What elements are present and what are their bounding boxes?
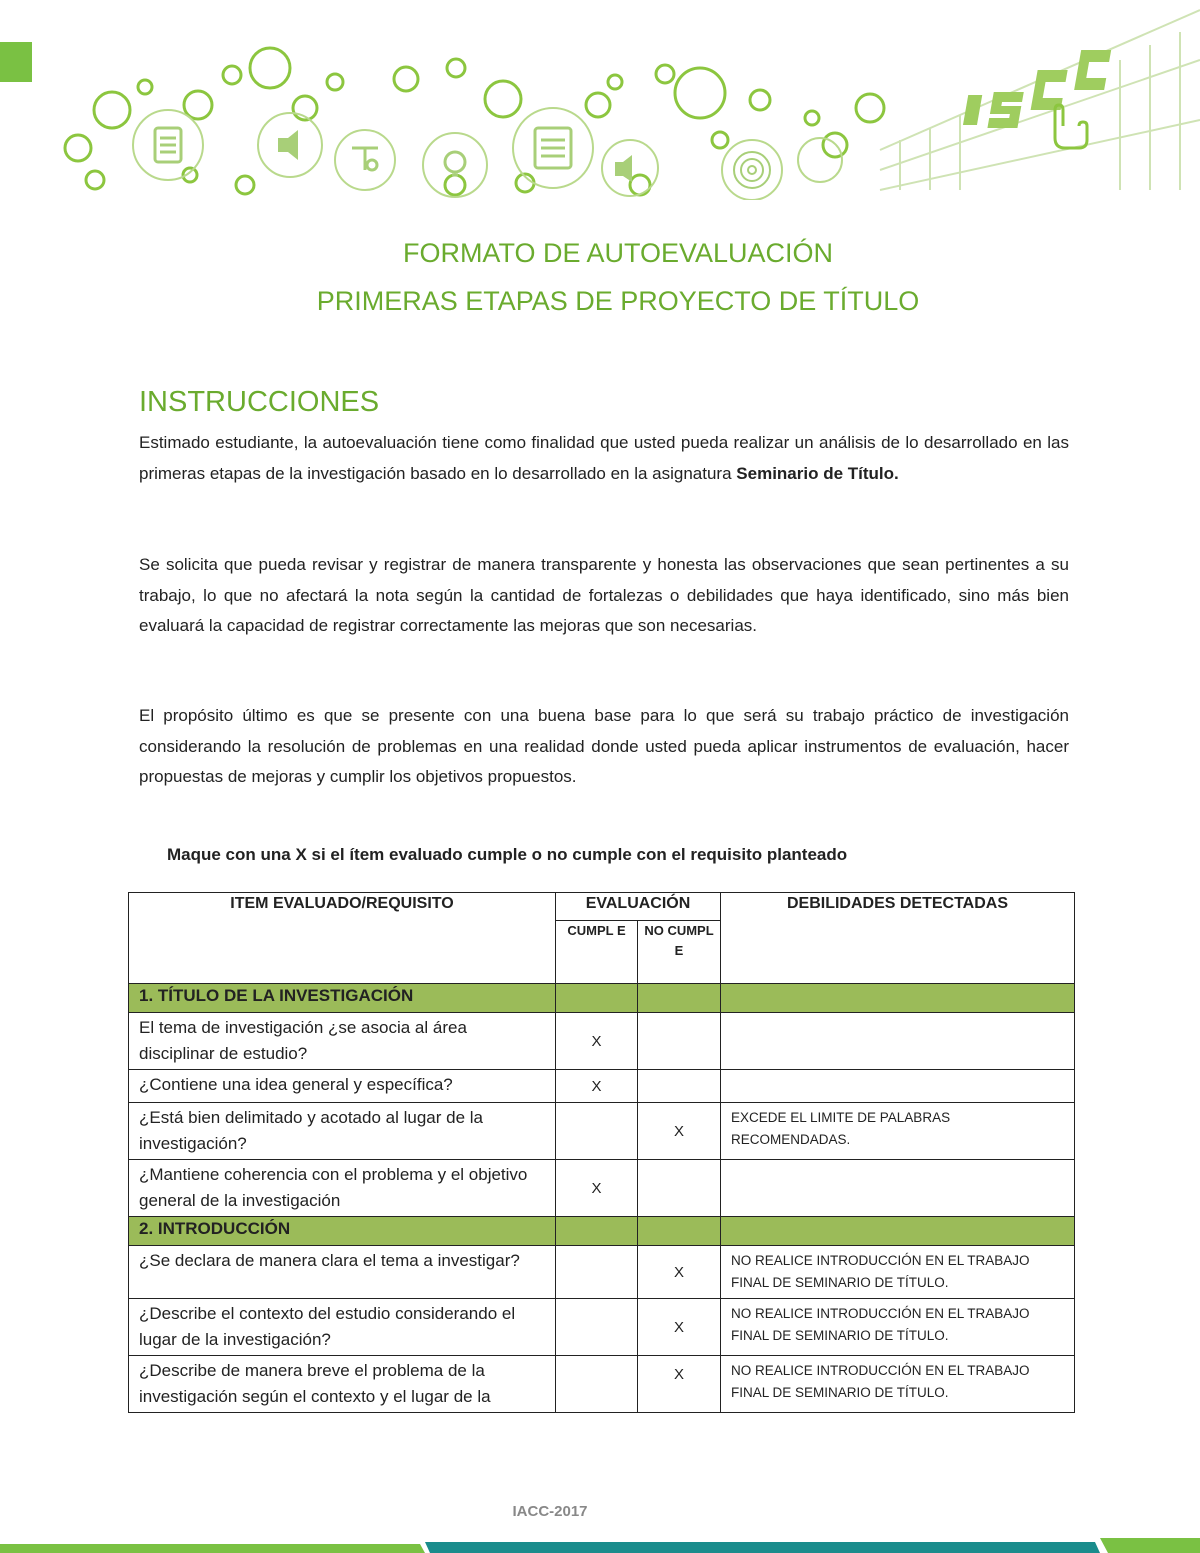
target-icon xyxy=(734,152,770,188)
lamp-icon xyxy=(352,148,378,170)
document-title-line2: PRIMERAS ETAPAS DE PROYECTO DE TÍTULO xyxy=(316,286,920,316)
header-no-cumple: NO CUMPL E xyxy=(638,921,721,984)
speaker-icon xyxy=(278,130,298,160)
document-title-line1: FORMATO DE AUTOEVALUACIÓN xyxy=(402,238,834,268)
weakness-text: NO REALICE INTRODUCCIÓN EN EL TRABAJO FINAL DE SEMINARIO DE TÍTULO. xyxy=(721,1246,1075,1299)
instructions-paragraph-2: Se solicita que pueda revisar y registrar de manera transparente y honesta las observaciones que sean pertinentes a su trabajo, lo que no afectará la nota según la cantidad de fortalezas o debilidades que haya identificado, sino más bien evaluará la capacidad de registrar correctamente las mejoras que son necesarias. xyxy=(139,555,1069,635)
cumple-mark xyxy=(556,1246,638,1299)
item-text: ¿Describe de manera breve el problema de la investigación según el contexto y el lugar de la xyxy=(129,1356,556,1413)
table-row xyxy=(129,1246,1075,1299)
instructions-paragraph-3: El propósito último es que se presente con una buena base para lo que será su trabajo práctico de investigación considerando la resolución de problemas en una realidad donde usted pueda aplicar instrumentos de evaluación, hacer propuestas de mejoras y cumplir los objetivos propuestos. xyxy=(139,706,1069,786)
no-cumple-mark: X xyxy=(638,1299,721,1356)
instructions-heading: INSTRUCCIONES xyxy=(139,386,380,418)
cumple-mark xyxy=(556,1103,638,1160)
lightbulb-icon xyxy=(445,152,465,175)
evaluation-table xyxy=(128,892,1075,1413)
item-text: ¿Mantiene coherencia con el problema y el objetivo general de la investigación xyxy=(129,1160,556,1217)
header-cumple: CUMPL E xyxy=(556,921,638,984)
weakness-text xyxy=(721,1160,1075,1217)
weakness-text xyxy=(721,1013,1075,1070)
weakness-text: NO REALICE INTRODUCCIÓN EN EL TRABAJO FINAL DE SEMINARIO DE TÍTULO. xyxy=(721,1356,1075,1413)
weakness-text: EXCEDE EL LIMITE DE PALABRAS RECOMENDADAS. xyxy=(721,1103,1075,1160)
section-row xyxy=(129,1217,1075,1246)
item-text: ¿Se declara de manera clara el tema a investigar? xyxy=(129,1246,556,1299)
cumple-mark: X xyxy=(556,1070,638,1103)
cumple-mark xyxy=(556,1299,638,1356)
header-banner xyxy=(0,0,1200,200)
no-cumple-mark: X xyxy=(638,1103,721,1160)
item-text: ¿Contiene una idea general y específica? xyxy=(129,1070,556,1103)
header-weaknesses: DEBILIDADES DETECTADAS xyxy=(721,893,1075,984)
cumple-mark: X xyxy=(556,1013,638,1070)
course-name: Seminario de Título. xyxy=(736,463,899,483)
item-text: ¿Está bien delimitado y acotado al lugar de la investigación? xyxy=(129,1103,556,1160)
touch-hand-icon xyxy=(1055,105,1087,148)
no-cumple-mark: X xyxy=(638,1246,721,1299)
no-cumple-mark xyxy=(638,1070,721,1103)
footer-label: IACC-2017 xyxy=(512,1503,588,1520)
header-evaluation: EVALUACIÓN xyxy=(556,893,721,921)
document-icon xyxy=(155,128,181,162)
footer-bar xyxy=(0,1538,1200,1553)
item-text: El tema de investigación ¿se asocia al área disciplinar de estudio? xyxy=(129,1013,556,1070)
no-cumple-mark xyxy=(638,1013,721,1070)
cumple-mark: X xyxy=(556,1160,638,1217)
table-row xyxy=(129,1013,1075,1070)
weakness-text: NO REALICE INTRODUCCIÓN EN EL TRABAJO FINAL DE SEMINARIO DE TÍTULO. xyxy=(721,1299,1075,1356)
weakness-text xyxy=(721,1070,1075,1103)
cumple-mark xyxy=(556,1356,638,1413)
mark-instruction: Maque con una X si el ítem evaluado cumple o no cumple con el requisito planteado xyxy=(167,845,848,864)
table-row xyxy=(129,1070,1075,1103)
item-text: ¿Describe el contexto del estudio considerando el lugar de la investigación? xyxy=(129,1299,556,1356)
section-title: 2. INTRODUCCIÓN xyxy=(129,1217,556,1246)
header-item: ITEM EVALUADO/REQUISITO xyxy=(129,893,556,984)
table-row xyxy=(129,1103,1075,1160)
instructions-paragraph-1-text: Estimado estudiante, la autoevaluación tiene como finalidad que usted pueda realizar un análisis de lo desarrollado en las primeras etapas de la investigación basado en lo desarrollado en la asignatura xyxy=(139,433,1069,483)
section-row xyxy=(129,984,1075,1013)
table-row xyxy=(129,1356,1075,1413)
document-icon xyxy=(535,128,571,168)
instructions-paragraph-1 xyxy=(139,428,1069,489)
no-cumple-mark: X xyxy=(638,1356,721,1413)
table-row xyxy=(129,1160,1075,1217)
section-title: 1. TÍTULO DE LA INVESTIGACIÓN xyxy=(129,984,556,1013)
table-row xyxy=(129,1299,1075,1356)
no-cumple-mark xyxy=(638,1160,721,1217)
speaker-icon xyxy=(615,155,632,182)
